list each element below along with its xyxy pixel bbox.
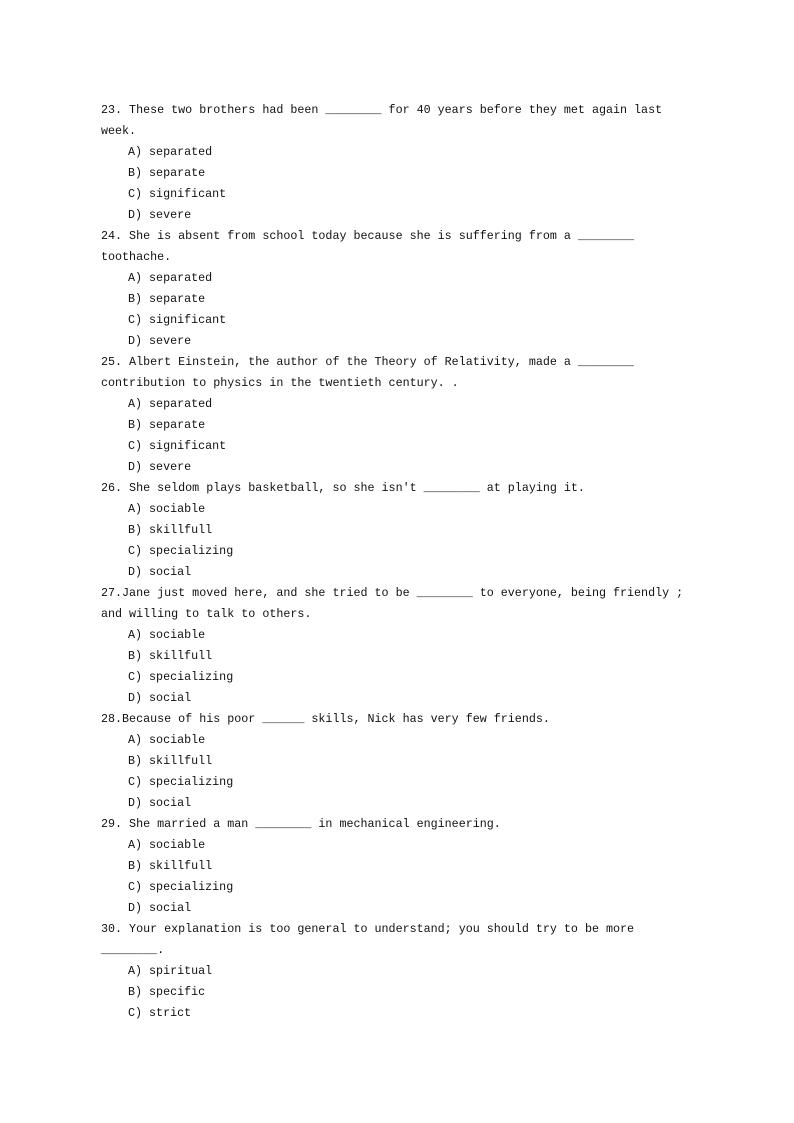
question-block	[101, 226, 685, 352]
answer-option: C) significant	[128, 187, 227, 201]
answer-option: C) specializing	[128, 880, 234, 894]
question-text: 30. Your explanation is too general to understand; you should try to be more ________.	[101, 922, 635, 957]
question-block	[101, 352, 685, 478]
answer-option: D) severe	[128, 334, 192, 348]
answer-option: C) specializing	[128, 670, 234, 684]
answer-option: D) social	[128, 901, 192, 915]
answer-option: C) specializing	[128, 775, 234, 789]
question-block	[101, 478, 685, 583]
answer-option: C) specializing	[128, 544, 234, 558]
answer-option: A) sociable	[128, 733, 206, 747]
question-block	[101, 583, 685, 709]
question-text: 23. These two brothers had been ________ for 40 years before they met again last week.	[101, 103, 663, 138]
answer-option: A) sociable	[128, 838, 206, 852]
answer-option: D) severe	[128, 460, 192, 474]
answer-option: B) skillfull	[128, 649, 213, 663]
question-text: 27.Jane just moved here, and she tried to be ________ to everyone, being friendly ; and willing to talk to others.	[101, 586, 684, 621]
answer-option: B) specific	[128, 985, 206, 999]
answer-option: A) sociable	[128, 502, 206, 516]
answer-option: B) separate	[128, 292, 206, 306]
document-body	[101, 100, 685, 1024]
question-block	[101, 919, 685, 1024]
answer-option: A) separated	[128, 271, 213, 285]
answer-option: B) separate	[128, 166, 206, 180]
answer-option: B) skillfull	[128, 859, 213, 873]
answer-option: C) strict	[128, 1006, 192, 1020]
answer-option: D) social	[128, 796, 192, 810]
answer-option: B) skillfull	[128, 754, 213, 768]
answer-option: C) significant	[128, 313, 227, 327]
question-block	[101, 100, 685, 226]
answer-option: C) significant	[128, 439, 227, 453]
question-text: 25. Albert Einstein, the author of the Theory of Relativity, made a ________ contribution to physics in the twentieth century. .	[101, 355, 635, 390]
answer-option: A) sociable	[128, 628, 206, 642]
answer-option: B) skillfull	[128, 523, 213, 537]
answer-option: D) severe	[128, 208, 192, 222]
question-text: 26. She seldom plays basketball, so she isn't ________ at playing it.	[101, 481, 585, 495]
answer-option: B) separate	[128, 418, 206, 432]
question-block	[101, 709, 685, 814]
answer-option: A) spiritual	[128, 964, 213, 978]
question-text: 28.Because of his poor ______ skills, Nick has very few friends.	[101, 712, 550, 726]
question-text: 24. She is absent from school today because she is suffering from a ________ toothache.	[101, 229, 635, 264]
answer-option: A) separated	[128, 145, 213, 159]
question-text: 29. She married a man ________ in mechanical engineering.	[101, 817, 501, 831]
answer-option: D) social	[128, 691, 192, 705]
answer-option: D) social	[128, 565, 192, 579]
answer-option: A) separated	[128, 397, 213, 411]
question-block	[101, 814, 685, 919]
